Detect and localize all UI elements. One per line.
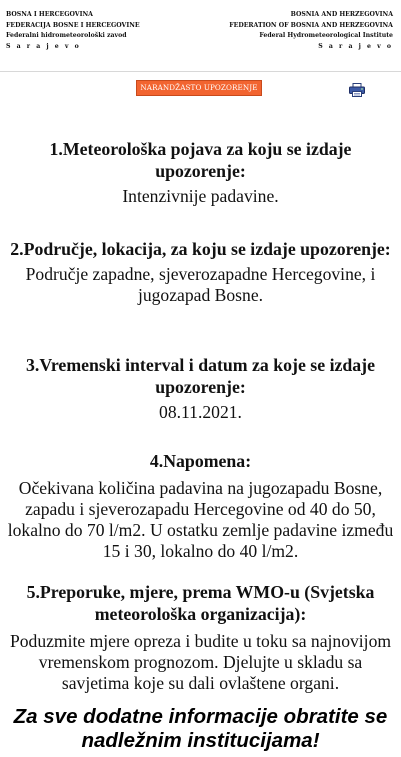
section-5-title: 5.Preporuke, mjere, prema WMO-u (Svjetska meteorološka organizacija): <box>26 582 375 624</box>
header-right-city: S a r a j e v o <box>318 42 393 50</box>
section-interval <box>0 354 401 423</box>
header-left-block <box>6 10 140 52</box>
section-5-body: Poduzmite mjere opreza i budite u toku sa najnovijom vremenskom prognozom. Djelujte u skladu sa savjetima koje su dali ovlaštene organi. <box>9 631 392 693</box>
section-3-title: 3.Vremenski interval i datum za koje se izdaje upozorenje: <box>26 355 375 397</box>
section-1-body: Intenzivnije padavine. <box>122 186 279 206</box>
section-note <box>0 450 401 562</box>
section-4-body: Očekivana količina padavina na jugozapadu Bosne, zapadu i sjeverozapadu Hercegovine od 40 do 50, lokalno do 70 l/m2. U ostatku zemlje padavine između 15 i 30, lokalno do 40 l/m2. <box>7 478 394 561</box>
section-2-body: Područje zapadne, sjeverozapadne Hercegovine, i jugozapad Bosne. <box>25 264 376 305</box>
orange-warning-badge: NARANDŽASTO UPOZORENJE <box>136 80 262 96</box>
section-3-body: 08.11.2021. <box>159 402 242 422</box>
section-2-title: 2.Područje, lokacija, za koju se izdaje upozorenje: <box>10 239 391 259</box>
header-left-city: S a r a j e v o <box>6 42 81 50</box>
header-left-country: BOSNA I HERCEGOVINA <box>6 11 93 18</box>
printer-icon[interactable] <box>349 82 365 96</box>
section-recommendations <box>0 581 401 694</box>
header-left-federation: FEDERACIJA BOSNE I HERCEGOVINE <box>6 21 140 29</box>
header-right-institute: Federal Hydrometeorological Institute <box>259 32 393 39</box>
closing-note: Za sve dodatne informacije obratite se nadležnim institucijama! <box>13 705 388 752</box>
document-header <box>0 0 401 72</box>
section-4-title: 4.Napomena: <box>149 451 252 471</box>
header-right-country: BOSNIA AND HERZEGOVINA <box>290 11 393 18</box>
header-left-institute: Federalni hidrometeorološki zavod <box>6 32 127 39</box>
header-right-block <box>229 10 393 52</box>
section-phenomenon <box>0 138 401 207</box>
section-area <box>0 238 401 306</box>
section-1-title: 1.Meteorološka pojava za koju se izdaje upozorenje: <box>49 139 352 181</box>
header-right-federation: FEDERATION OF BOSNIA AND HERZEGOVINA <box>229 21 393 29</box>
